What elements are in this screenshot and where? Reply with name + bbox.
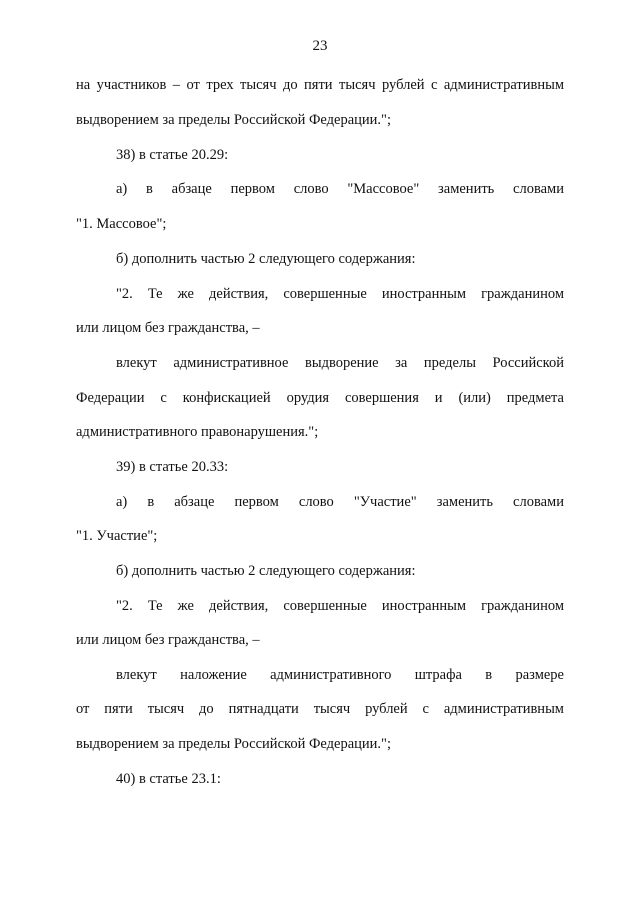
text-line: "1. Участие"; <box>76 528 158 544</box>
text-line: влекут наложение административного штрафа в размере <box>116 667 564 683</box>
text-line: или лицом без гражданства, – <box>76 632 260 648</box>
text-line: б) дополнить частью 2 следующего содержания: <box>116 251 416 267</box>
text-line: влекут административное выдворение за пределы Российской <box>116 355 564 371</box>
article-item-40: 40) в статье 23.1: <box>116 771 221 787</box>
text-line: Федерации с конфискацией орудия совершения и (или) предмета <box>76 390 564 406</box>
text-line: административного правонарушения."; <box>76 424 319 440</box>
text-line: выдворением за пределы Российской Федерации."; <box>76 736 391 752</box>
article-item-39: 39) в статье 20.33: <box>116 459 229 475</box>
text-line: "1. Массовое"; <box>76 216 167 232</box>
text-line: от пяти тысяч до пятнадцати тысяч рублей с административным <box>76 701 564 717</box>
text-line: выдворением за пределы Российской Федерации."; <box>76 112 391 128</box>
text-line: б) дополнить частью 2 следующего содержания: <box>116 563 416 579</box>
text-line: а) в абзаце первом слово "Массовое" заменить словами <box>116 181 564 197</box>
article-item-38: 38) в статье 20.29: <box>116 147 229 163</box>
text-line: "2. Те же действия, совершенные иностранным гражданином <box>116 286 564 302</box>
page-number: 23 <box>312 38 328 54</box>
text-line: или лицом без гражданства, – <box>76 320 260 336</box>
text-line: а) в абзаце первом слово "Участие" заменить словами <box>116 494 564 510</box>
text-line: на участников – от трех тысяч до пяти тысяч рублей с административным <box>76 77 564 93</box>
text-line: "2. Те же действия, совершенные иностранным гражданином <box>116 598 564 614</box>
